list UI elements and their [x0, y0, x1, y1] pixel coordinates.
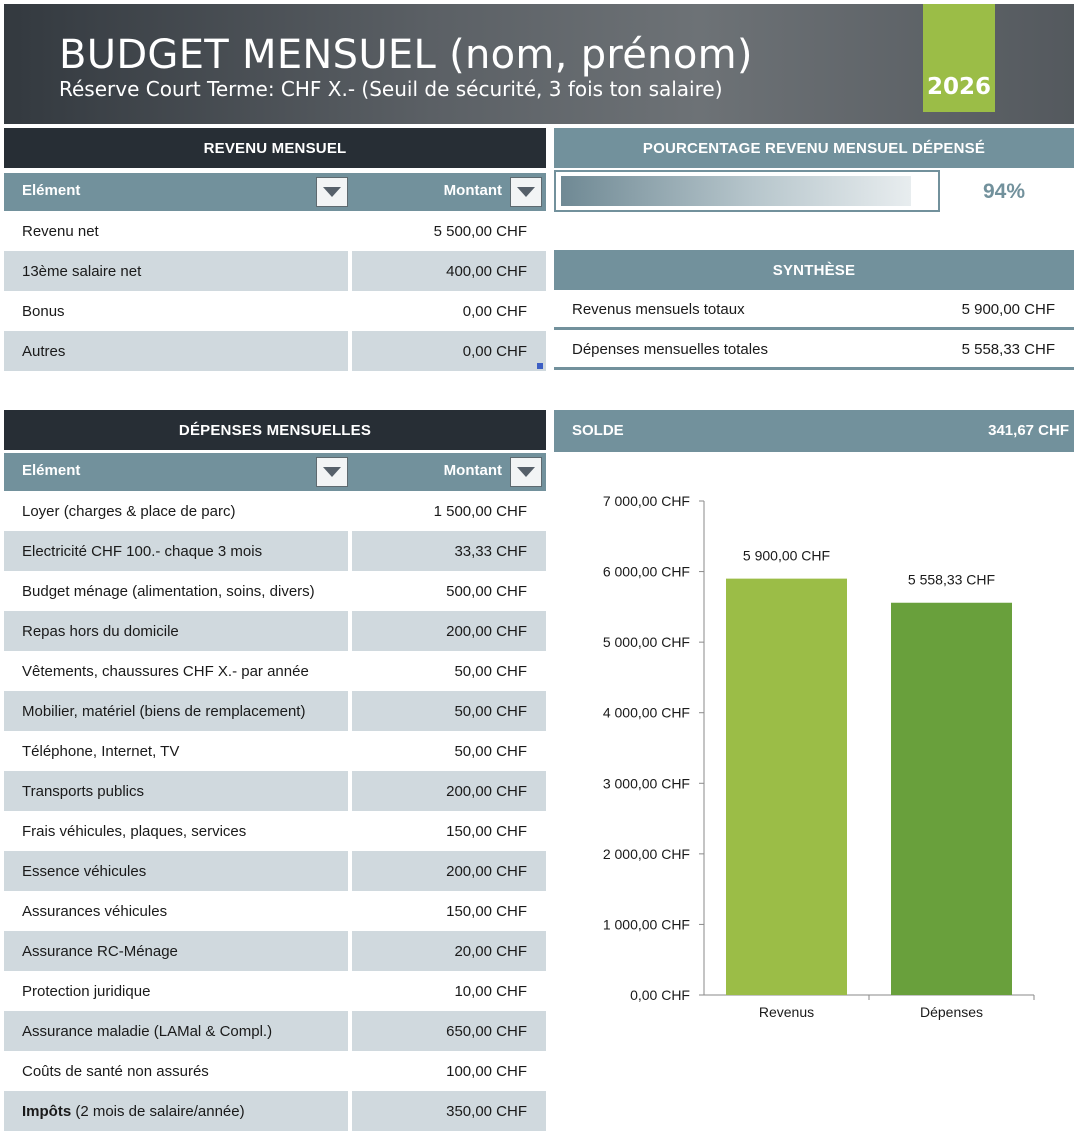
page-subtitle: Réserve Court Terme: CHF X.- (Seuil de sécurité, 3 fois ton salaire): [59, 77, 723, 101]
income-row-label[interactable]: Revenu net: [22, 222, 99, 240]
header-banner: [4, 4, 1074, 124]
expenses-row-amount[interactable]: 33,33 CHF: [352, 531, 546, 571]
spent-progress-fill: [561, 176, 911, 206]
summary-income-value: 5 900,00 CHF: [961, 301, 1055, 318]
expenses-row-amount[interactable]: 350,00 CHF: [352, 1091, 546, 1131]
expenses-row-amount[interactable]: 200,00 CHF: [352, 851, 546, 891]
y-tick-label: 4 000,00 CHF: [602, 704, 690, 721]
expenses-row-label[interactable]: Budget ménage (alimentation, soins, divers): [22, 582, 315, 600]
chevron-down-icon: [323, 467, 341, 477]
expenses-row-label[interactable]: Electricité CHF 100.- chaque 3 mois: [4, 531, 348, 571]
expenses-element-filter-button[interactable]: [316, 457, 348, 487]
income-col-amount: Montant: [443, 182, 502, 199]
chevron-down-icon: [517, 187, 535, 197]
bar-dépenses: [891, 603, 1012, 995]
expenses-table-row[interactable]: [4, 571, 546, 611]
expenses-row-amount[interactable]: 200,00 CHF: [352, 611, 546, 651]
expenses-row-amount[interactable]: 150,00 CHF: [446, 822, 527, 840]
x-category-label: Dépenses: [919, 1004, 984, 1020]
bar-value-label: 5 900,00 CHF: [742, 547, 831, 564]
expenses-table-row[interactable]: [4, 691, 546, 731]
expenses-row-amount[interactable]: 650,00 CHF: [352, 1011, 546, 1051]
income-table-row[interactable]: [4, 251, 546, 291]
income-row-amount[interactable]: 0,00 CHF: [352, 331, 546, 371]
expenses-row-label[interactable]: Téléphone, Internet, TV: [22, 742, 180, 760]
table-resize-handle[interactable]: [537, 363, 543, 369]
income-row-label[interactable]: Bonus: [22, 302, 65, 320]
expenses-column-header: [4, 453, 546, 491]
summary-row-expenses: [554, 330, 1074, 370]
expenses-table-row[interactable]: [4, 1091, 546, 1131]
balance-label: SOLDE: [572, 422, 624, 439]
spent-progress-bar: [554, 170, 940, 212]
summary-section-title: SYNTHÈSE: [554, 250, 1074, 290]
income-row-amount[interactable]: 5 500,00 CHF: [433, 222, 527, 240]
summary-row-income: [554, 290, 1074, 330]
expenses-row-amount[interactable]: 50,00 CHF: [454, 662, 527, 680]
income-table-row[interactable]: [4, 211, 546, 251]
y-tick-label: 3 000,00 CHF: [602, 775, 690, 792]
income-column-header: [4, 173, 546, 211]
expenses-row-label[interactable]: [4, 1091, 348, 1131]
expenses-row-label[interactable]: Coûts de santé non assurés: [22, 1062, 209, 1080]
chevron-down-icon: [323, 187, 341, 197]
income-amount-filter-button[interactable]: [510, 177, 542, 207]
income-row-label[interactable]: Autres: [4, 331, 348, 371]
expenses-row-amount[interactable]: 1 500,00 CHF: [433, 502, 527, 520]
expenses-row-label[interactable]: Mobilier, matériel (biens de remplacement): [4, 691, 348, 731]
expenses-row-amount[interactable]: 20,00 CHF: [352, 931, 546, 971]
expenses-table-row[interactable]: [4, 931, 546, 971]
x-category-label: Revenus: [758, 1004, 815, 1020]
spent-pct-section-title: POURCENTAGE REVENU MENSUEL DÉPENSÉ: [554, 128, 1074, 168]
y-tick-label: 6 000,00 CHF: [602, 563, 690, 580]
expenses-col-element: Elément: [22, 462, 81, 479]
income-row-label[interactable]: 13ème salaire net: [4, 251, 348, 291]
y-tick-label: 1 000,00 CHF: [602, 916, 690, 933]
y-tick-label: 7 000,00 CHF: [602, 493, 690, 509]
income-vs-expenses-chart: [554, 470, 1074, 1030]
page-title: BUDGET MENSUEL (nom, prénom): [59, 32, 753, 78]
expenses-table-row[interactable]: [4, 971, 546, 1011]
expenses-table-row[interactable]: [4, 611, 546, 651]
expenses-row-label[interactable]: Loyer (charges & place de parc): [22, 502, 236, 520]
expenses-row-amount[interactable]: 100,00 CHF: [446, 1062, 527, 1080]
expenses-table-row[interactable]: [4, 811, 546, 851]
y-tick-label: 5 000,00 CHF: [602, 634, 690, 651]
balance-bar: [554, 410, 1074, 452]
expenses-row-label-rest: (2 mois de salaire/année): [71, 1102, 245, 1120]
summary-income-label: Revenus mensuels totaux: [572, 301, 745, 318]
expenses-row-label[interactable]: Transports publics: [4, 771, 348, 811]
expenses-row-label-bold: Impôts: [22, 1102, 72, 1120]
expenses-table-row[interactable]: [4, 891, 546, 931]
expenses-row-amount[interactable]: 200,00 CHF: [352, 771, 546, 811]
bar-chart-svg: [554, 470, 1074, 1030]
summary-expenses-value: 5 558,33 CHF: [961, 341, 1055, 358]
summary-expenses-label: Dépenses mensuelles totales: [572, 341, 768, 358]
expenses-table-row[interactable]: [4, 651, 546, 691]
income-section-title: REVENU MENSUEL: [4, 128, 546, 168]
income-row-amount[interactable]: 400,00 CHF: [352, 251, 546, 291]
income-row-amount[interactable]: 0,00 CHF: [462, 302, 527, 320]
expenses-row-label[interactable]: Repas hors du domicile: [4, 611, 348, 651]
expenses-row-amount[interactable]: 50,00 CHF: [454, 742, 527, 760]
income-table-row[interactable]: [4, 331, 546, 371]
expenses-table-row[interactable]: [4, 771, 546, 811]
expenses-table-row[interactable]: [4, 1051, 546, 1091]
expenses-table-row[interactable]: [4, 1011, 546, 1051]
expenses-row-label[interactable]: Protection juridique: [22, 982, 151, 1000]
expenses-row-amount[interactable]: 500,00 CHF: [446, 582, 527, 600]
y-tick-label: 2 000,00 CHF: [602, 845, 690, 862]
expenses-row-label[interactable]: Essence véhicules: [4, 851, 348, 891]
expenses-section-title: DÉPENSES MENSUELLES: [4, 410, 546, 450]
expenses-col-amount: Montant: [443, 462, 502, 479]
expenses-row-label[interactable]: Assurances véhicules: [22, 902, 168, 920]
chevron-down-icon: [517, 467, 535, 477]
expenses-amount-filter-button[interactable]: [510, 457, 542, 487]
expenses-row-amount[interactable]: 50,00 CHF: [352, 691, 546, 731]
expenses-row-label[interactable]: Assurance maladie (LAMal & Compl.): [4, 1011, 348, 1051]
expenses-row-label[interactable]: Vêtements, chaussures CHF X.- par année: [22, 662, 309, 680]
expenses-table-row[interactable]: [4, 531, 546, 571]
expenses-table-row[interactable]: [4, 851, 546, 891]
expenses-table-row[interactable]: [4, 731, 546, 771]
y-tick-label: 0,00 CHF: [630, 987, 690, 1003]
year-badge: 2026: [923, 4, 995, 112]
income-table-row[interactable]: [4, 291, 546, 331]
spent-percentage: 94%: [982, 180, 1026, 203]
bar-revenus: [726, 579, 847, 995]
expenses-row-amount[interactable]: 150,00 CHF: [446, 902, 527, 920]
income-col-element: Elément: [22, 182, 81, 199]
income-element-filter-button[interactable]: [316, 177, 348, 207]
bar-value-label: 5 558,33 CHF: [907, 571, 996, 588]
expenses-row-label[interactable]: Assurance RC-Ménage: [4, 931, 348, 971]
expenses-table-row[interactable]: [4, 491, 546, 531]
balance-value: 341,67 CHF: [988, 422, 1069, 439]
expenses-row-label[interactable]: Frais véhicules, plaques, services: [22, 822, 247, 840]
expenses-row-amount[interactable]: 10,00 CHF: [454, 982, 527, 1000]
